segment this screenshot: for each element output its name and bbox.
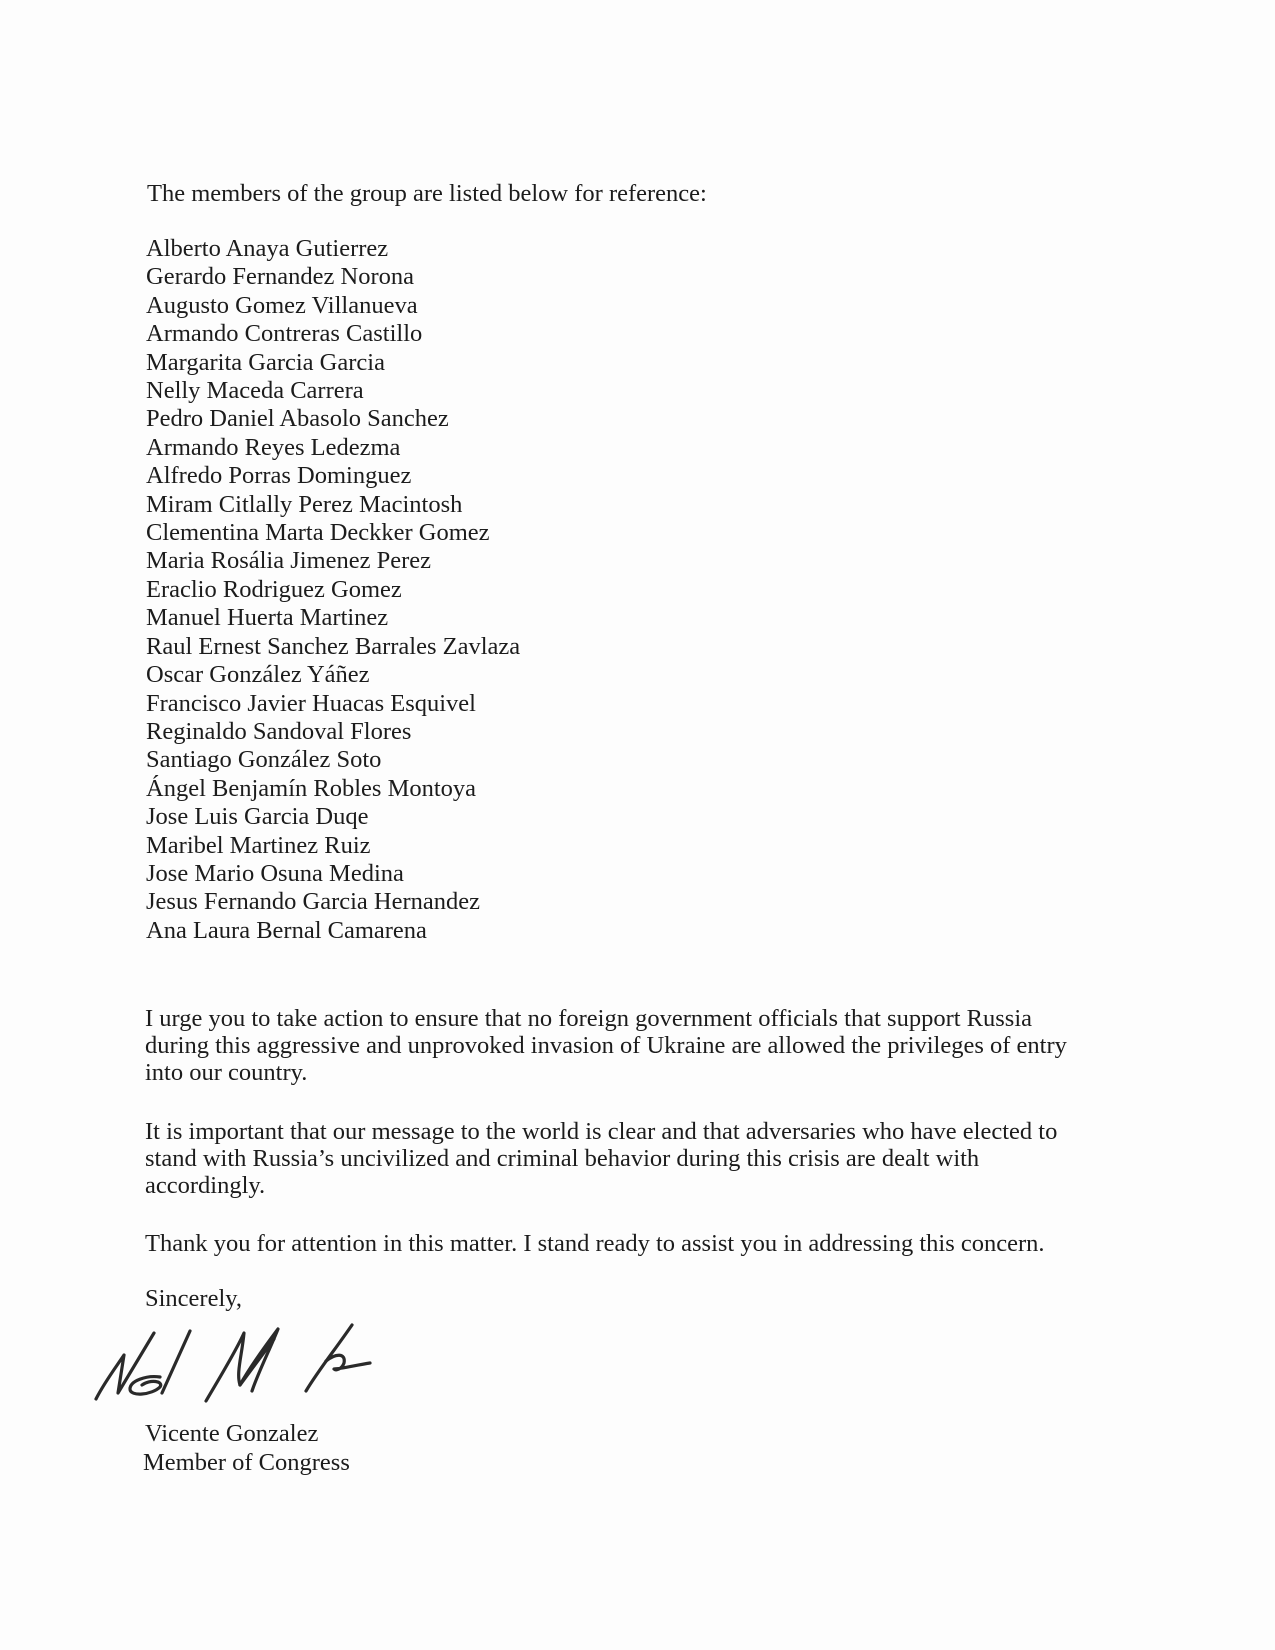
list-item: Raul Ernest Sanchez Barrales Zavlaza [146,632,521,660]
list-item: Clementina Marta Deckker Gomez [146,519,490,547]
list-item: Augusto Gomez Villanueva [146,291,418,319]
list-item: Gerardo Fernandez Norona [146,263,415,291]
list-item: Jose Luis Garcia Duqe [146,803,369,831]
list-item: Nelly Maceda Carrera [146,377,364,405]
closing-salutation: Sincerely, [145,1285,243,1312]
list-item: Ángel Benjamín Robles Montoya [146,774,477,802]
list-item: Jose Mario Osuna Medina [146,859,404,887]
list-item: Ana Laura Bernal Camarena [146,916,427,944]
list-item: Pedro Daniel Abasolo Sanchez [146,405,449,433]
list-item: Maribel Martinez Ruiz [146,831,371,859]
list-item: Alfredo Porras Dominguez [146,462,412,490]
list-item: Jesus Fernando Garcia Hernandez [146,888,481,916]
list-item: Eraclio Rodriguez Gomez [146,575,402,603]
list-item: Alberto Anaya Gutierrez [146,235,389,262]
list-item: Santiago González Soto [146,746,382,774]
paragraph-urge-action: I urge you to take action to ensure that no foreign government officials that support Russia during this aggressive and unprovoked invasion of Ukraine are allowed the privileges of entry into our country. [145,1005,1067,1086]
list-item: Reginaldo Sandoval Flores [146,717,412,745]
paragraph-clear-message: It is important that our message to the world is clear and that adversaries who have elected to stand with Russia’s uncivilized and criminal behavior during this crisis are dealt with accordingly. [145,1118,1058,1199]
handwritten-signature [90,1315,400,1415]
list-item: Francisco Javier Huacas Esquivel [146,689,476,717]
paragraph-thank-you: Thank you for attention in this matter. I stand ready to assist you in addressing this concern. [145,1230,1045,1257]
list-item: Miram Citlally Perez Macintosh [146,490,463,518]
intro-sentence: The members of the group are listed below for reference: [147,180,707,207]
list-item: Armando Contreras Castillo [146,320,423,348]
member-list [146,235,520,945]
signer-name: Vicente Gonzalez [145,1420,319,1447]
list-item: Oscar González Yáñez [146,661,370,689]
list-item: Manuel Huerta Martinez [146,604,389,632]
list-item: Armando Reyes Ledezma [146,433,401,461]
list-item: Maria Rosália Jimenez Perez [146,547,432,575]
list-item: Margarita Garcia Garcia [146,348,385,376]
signer-title: Member of Congress [143,1449,350,1476]
